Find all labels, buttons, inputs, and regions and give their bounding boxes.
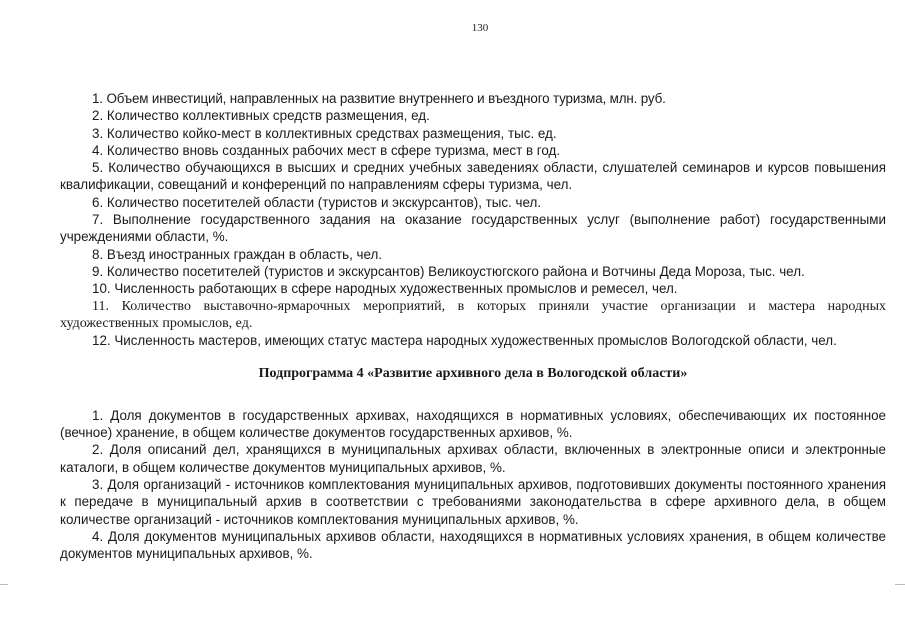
- list-item: 5. Количество обучающихся в высших и средних учебных заведениях области, слушателей семинаров и курсов повышения квалификации, совещаний и конференций по направлениям сферы туризма, чел.: [60, 160, 886, 193]
- list-item: 3. Доля организаций - источников комплектования муниципальных архивов, подготовивших документы постоянного хранения к передаче в муниципальный архив в соответствии с требованиями законодательства в сфере архивного дела, в общем количестве организаций - источников комплектования муниципальных архивов, %.: [60, 476, 886, 527]
- list-item: 6. Количество посетителей области (туристов и экскурсантов), тыс. чел.: [92, 194, 542, 210]
- page-number: 130: [471, 22, 489, 34]
- list-item: 8. Въезд иностранных граждан в область, чел.: [92, 246, 383, 262]
- list-item: 1. Объем инвестиций, направленных на развитие внутреннего и въездного туризма, млн. руб.: [92, 91, 666, 106]
- list-item: 1. Доля документов в государственных архивах, находящихся в нормативных условиях, обеспечивающих их постоянное (вечное) хранение, в общем количестве документов государственных архивов, %.: [60, 407, 886, 441]
- indicator-list-archives: [60, 407, 886, 563]
- list-item: 2. Доля описаний дел, хранящихся в муниципальных архивах области, включенных в электронные описи и электронные каталоги, в общем количестве документов муниципальных архивов, %.: [60, 442, 886, 475]
- list-item: 2. Количество коллективных средств размещения, ед.: [92, 108, 430, 124]
- list-item: 11. Количество выставочно-ярмарочных мероприятий, в которых приняли участие организации и мастера народных художественных промыслов, ед.: [60, 298, 886, 331]
- scan-edge-mark-right: [895, 584, 905, 585]
- list-item: 7. Выполнение государственного задания на оказание государственных услуг (выполнение работ) государственными учреждениями области, %.: [60, 212, 886, 245]
- list-item: 3. Количество койко-мест в коллективных средствах размещения, тыс. ед.: [92, 125, 557, 141]
- list-item: 9. Количество посетителей (туристов и экскурсантов) Великоустюгского района и Вотчины Деда Мороза, тыс. чел.: [92, 263, 805, 279]
- list-item: 12. Численность мастеров, имеющих статус мастера народных художественных промыслов Вологодской области, чел.: [92, 333, 837, 349]
- list-item: 10. Численность работающих в сфере народных художественных промыслов и ремесел, чел.: [92, 281, 678, 297]
- indicator-list-tourism: [60, 90, 886, 349]
- list-item: 4. Доля документов муниципальных архивов области, находящихся в нормативных условиях хранения, в общем количестве документов муниципальных архивов, %.: [60, 528, 886, 562]
- scan-edge-mark-left: [0, 584, 8, 585]
- section-heading: Подпрограмма 4 «Развитие архивного дела в Вологодской области»: [258, 366, 688, 382]
- document-body: [60, 90, 886, 562]
- list-item: 4. Количество вновь созданных рабочих мест в сфере туризма, мест в год.: [92, 142, 561, 158]
